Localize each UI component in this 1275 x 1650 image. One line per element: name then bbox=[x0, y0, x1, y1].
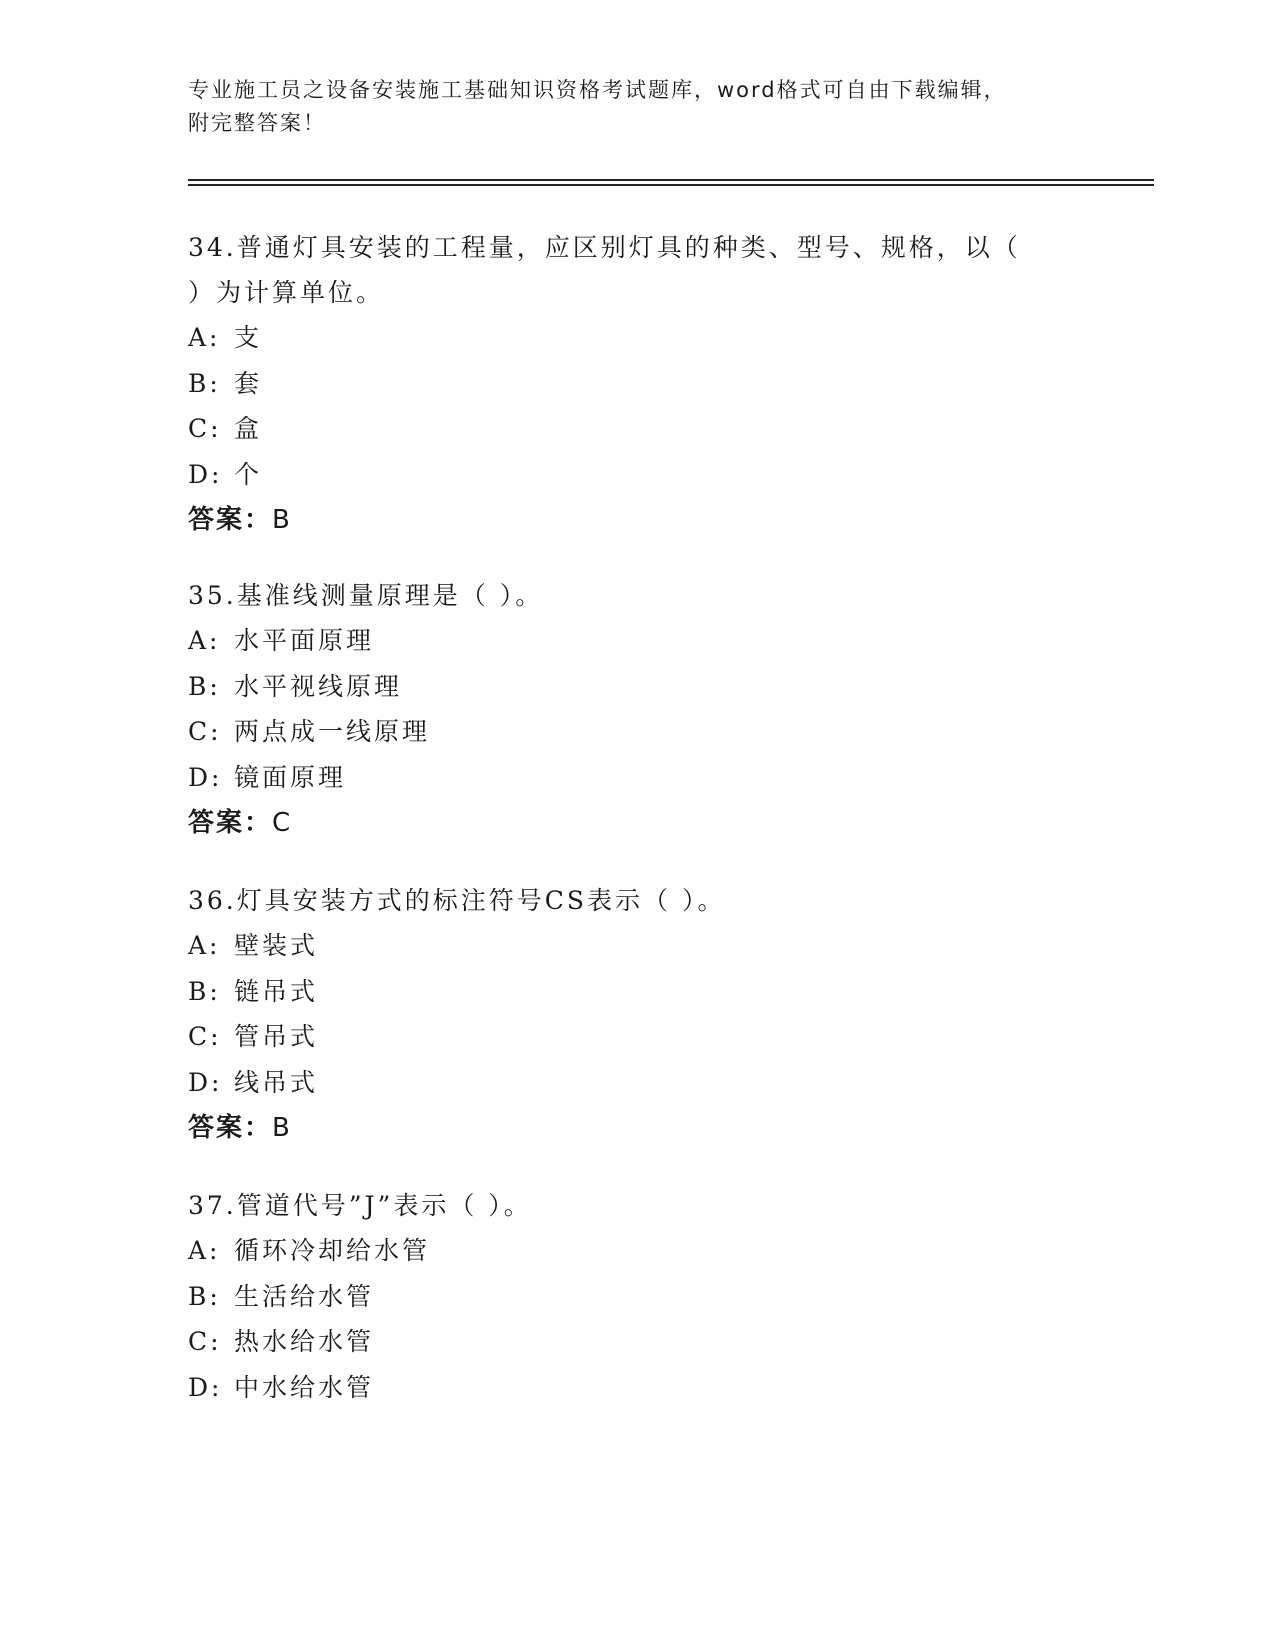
option-letter: B: bbox=[188, 671, 221, 701]
answer-label: 答案： bbox=[188, 1113, 273, 1143]
option-letter: B: bbox=[188, 976, 221, 1006]
option-letter: C: bbox=[188, 717, 222, 746]
answer-value: B bbox=[272, 505, 292, 535]
option-text: 热水给水管 bbox=[234, 1327, 375, 1356]
question-36 bbox=[188, 878, 1088, 1151]
option-a bbox=[188, 618, 1088, 664]
question-35 bbox=[188, 573, 1088, 846]
answer-line bbox=[188, 1105, 1088, 1151]
document-header bbox=[188, 74, 1088, 140]
option-b bbox=[188, 361, 1088, 407]
option-letter: D: bbox=[188, 1067, 223, 1097]
answer-value: B bbox=[272, 1113, 292, 1143]
option-text: 管吊式 bbox=[234, 1022, 319, 1051]
option-text: 个 bbox=[234, 459, 263, 489]
option-text: 水平视线原理 bbox=[234, 671, 403, 701]
header-line-1: 专业施工员之设备安装施工基础知识资格考试题库，word格式可自由下载编辑， bbox=[188, 78, 1007, 102]
option-letter: C: bbox=[188, 1327, 222, 1356]
option-letter: A: bbox=[188, 1236, 221, 1265]
option-letter: C: bbox=[188, 414, 222, 443]
option-b bbox=[188, 1274, 1088, 1320]
option-c bbox=[188, 1319, 1088, 1365]
option-d bbox=[188, 452, 1088, 498]
option-text: 线吊式 bbox=[234, 1067, 319, 1097]
option-letter: A: bbox=[188, 626, 221, 655]
question-stem-line: 35.基准线测量原理是（ ）。 bbox=[188, 581, 544, 610]
option-d bbox=[188, 1365, 1088, 1411]
question-34 bbox=[188, 225, 1088, 543]
option-a bbox=[188, 315, 1088, 361]
question-stem-line: 34.普通灯具安装的工程量，应区别灯具的种类、型号、规格，以（ bbox=[188, 233, 1021, 262]
option-letter: D: bbox=[188, 762, 223, 792]
option-letter: A: bbox=[188, 931, 221, 960]
option-letter: C: bbox=[188, 1022, 222, 1051]
option-text: 中水给水管 bbox=[234, 1372, 375, 1402]
option-a bbox=[188, 1228, 1088, 1274]
option-text: 生活给水管 bbox=[234, 1281, 375, 1311]
option-c bbox=[188, 406, 1088, 452]
question-stem-line: ）为计算单位。 bbox=[188, 278, 385, 307]
option-letter: D: bbox=[188, 459, 223, 489]
header-line-2: 附完整答案！ bbox=[188, 111, 326, 135]
option-letter: B: bbox=[188, 1281, 221, 1311]
option-c bbox=[188, 1014, 1088, 1060]
answer-label: 答案： bbox=[188, 808, 273, 838]
option-text: 套 bbox=[234, 368, 263, 398]
header-divider-bottom bbox=[188, 184, 1154, 186]
option-b bbox=[188, 969, 1088, 1015]
answer-label: 答案： bbox=[188, 505, 273, 535]
question-stem-line: 36.灯具安装方式的标注符号CS表示（ ）。 bbox=[188, 886, 726, 915]
option-text: 链吊式 bbox=[234, 976, 319, 1006]
option-text: 两点成一线原理 bbox=[234, 717, 431, 746]
question-37 bbox=[188, 1183, 1088, 1410]
answer-line bbox=[188, 497, 1088, 543]
header-divider-top bbox=[188, 179, 1154, 181]
question-stem-line: 37.管道代号”J”表示（ ）。 bbox=[188, 1191, 532, 1220]
option-d bbox=[188, 1060, 1088, 1106]
option-letter: B: bbox=[188, 368, 221, 398]
option-text: 水平面原理 bbox=[234, 626, 375, 655]
option-letter: D: bbox=[188, 1372, 223, 1402]
option-a bbox=[188, 923, 1088, 969]
option-c bbox=[188, 709, 1088, 755]
option-text: 盒 bbox=[234, 414, 263, 443]
answer-value: C bbox=[272, 808, 293, 838]
option-b bbox=[188, 664, 1088, 710]
option-text: 支 bbox=[234, 323, 263, 352]
option-letter: A: bbox=[188, 323, 221, 352]
option-d bbox=[188, 755, 1088, 801]
option-text: 循环冷却给水管 bbox=[234, 1236, 431, 1265]
option-text: 镜面原理 bbox=[234, 762, 347, 792]
option-text: 壁装式 bbox=[234, 931, 319, 960]
answer-line bbox=[188, 800, 1088, 846]
